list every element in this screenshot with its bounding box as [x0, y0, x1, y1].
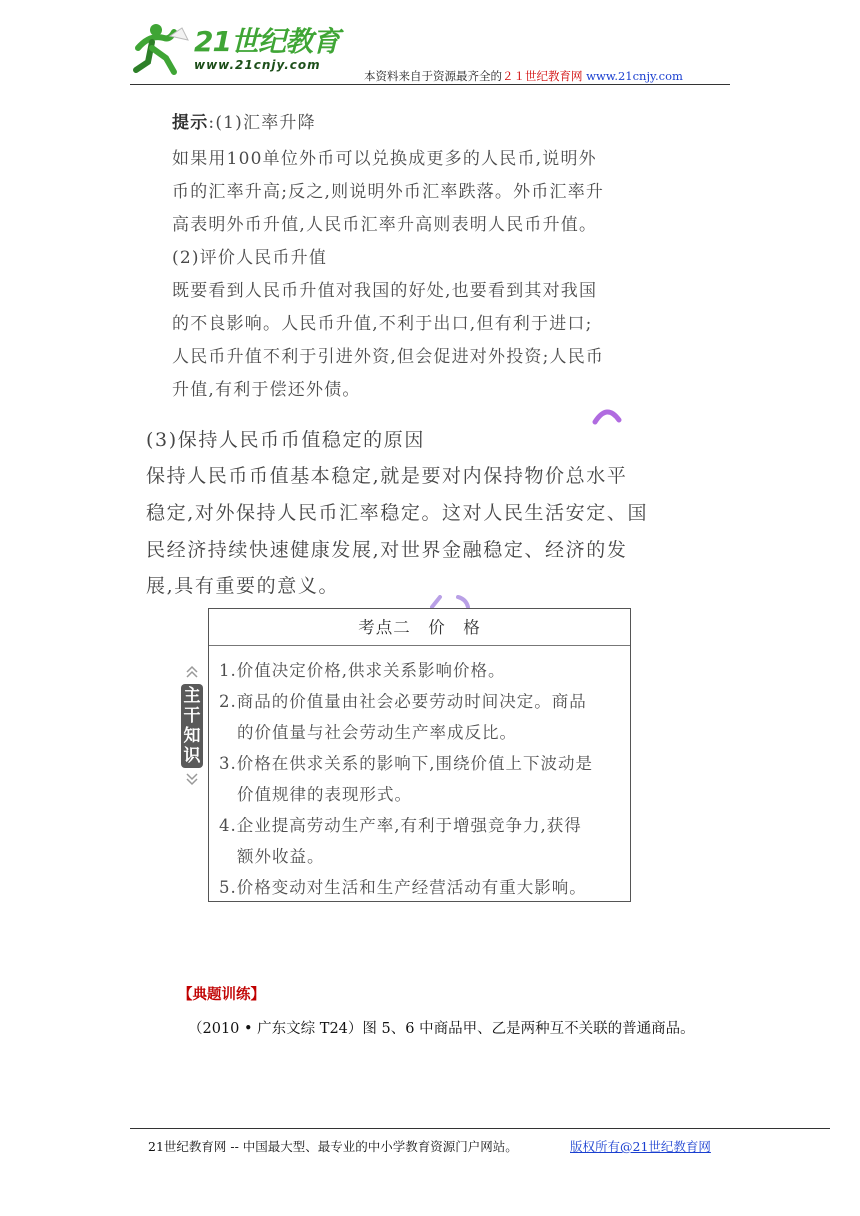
header-note-url[interactable]: www.21cnjy.com: [586, 69, 683, 83]
footer-divider: [130, 1128, 830, 1129]
body-line: 稳定,对外保持人民币汇率稳定。这对人民生活安定、国: [146, 502, 649, 524]
badge-char: 识: [183, 746, 201, 766]
footer-description: 21世纪教育网 -- 中国最大型、最专业的中小学教育资源门户网站。: [148, 1139, 518, 1154]
header-note-brand[interactable]: ２１世纪教育网: [502, 69, 583, 83]
logo-wordmark: 21世纪教育: [194, 25, 339, 58]
header-source-note: [364, 68, 683, 84]
hint-first-line: :(1)汇率升降: [208, 113, 316, 133]
badge-label: [181, 686, 203, 766]
header-divider: [130, 84, 730, 85]
hint-line: 既要看到人民币升值对我国的好处,也要看到其对我国: [172, 281, 598, 301]
knowledge-item: 5.价格变动对生活和生产经营活动有重大影响。: [219, 878, 587, 897]
hint-line: 人民币升值不利于引进外资,但会促进对外投资;人民币: [172, 347, 605, 367]
hint-line: 如果用100单位外币可以兑换成更多的人民币,说明外: [172, 149, 597, 169]
logo-url: www.21cnjy.com: [194, 58, 321, 72]
training-label: 【典题训练】: [178, 987, 265, 1003]
body-line: 展,具有重要的意义。: [146, 575, 340, 597]
hint-label: 提示: [172, 113, 209, 133]
site-logo: [130, 18, 340, 80]
knowledge-item: 4.企业提高劳动生产率,有利于增强竞争力,获得: [219, 816, 582, 835]
badge-char: 主: [183, 686, 201, 706]
hint-line: 币的汇率升高;反之,则说明外币汇率跌落。外币汇率升: [172, 182, 605, 202]
body-line: 保持人民币币值基本稳定,就是要对内保持物价总水平: [146, 465, 628, 487]
knowledge-box-title: 考点二 价 格: [209, 609, 630, 646]
hint-line: 升值,有利于偿还外债。: [172, 380, 361, 400]
header-note-prefix: 本资料来自于资源最齐全的: [364, 69, 502, 83]
hint-heading: [172, 108, 316, 133]
knowledge-item: 额外收益。: [237, 847, 325, 866]
hint-line: (2)评价人民币升值: [172, 248, 328, 268]
body-line: 民经济持续快速健康发展,对世界金融稳定、经济的发: [146, 539, 628, 561]
footer-copyright-link[interactable]: 版权所有@21世纪教育网: [570, 1139, 711, 1154]
knowledge-item: 3.价格在供求关系的影响下,围绕价值上下波动是: [219, 754, 593, 773]
purple-mark-decoration: [430, 594, 470, 608]
knowledge-item: 2.商品的价值量由社会必要劳动时间决定。商品: [219, 692, 587, 711]
knowledge-item: 1.价值决定价格,供求关系影响价格。: [219, 661, 506, 680]
badge-char: 知: [183, 726, 201, 746]
knowledge-item: 的价值量与社会劳动生产率成反比。: [237, 723, 517, 742]
hint-line: 高表明外币升值,人民币汇率升高则表明人民币升值。: [172, 215, 598, 235]
section-heading: (3)保持人民币币值稳定的原因: [146, 429, 425, 451]
purple-mark-decoration: [592, 405, 622, 425]
hint-line: 的不良影响。人民币升值,不利于出口,但有利于进口;: [172, 314, 593, 334]
knowledge-item: 价值规律的表现形式。: [237, 785, 412, 804]
knowledge-box: [208, 608, 631, 902]
main-knowledge-badge: [178, 664, 206, 786]
question-text: （2010 • 广东文综 T24）图 5、6 中商品甲、乙是两种互不关联的普通商品。: [188, 1021, 695, 1037]
badge-char: 干: [183, 706, 201, 726]
